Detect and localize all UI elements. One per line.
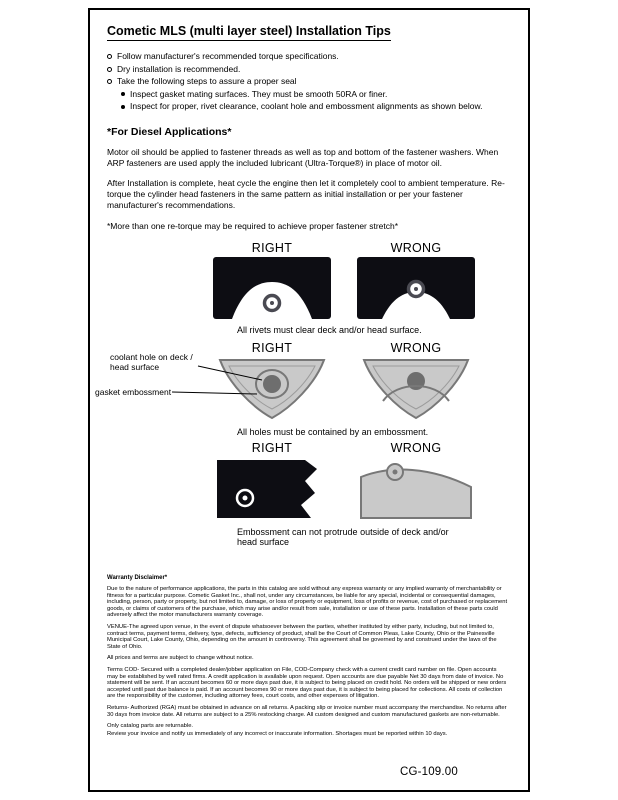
protrude-wrong-diagram	[357, 457, 475, 521]
warranty-paragraph: VENUE-The agreed upon venue, in the event of dispute whatsoever between the parties, whether instituted by either party, including, but not limited to, contract terms, payment terms, delivery, type, defects, sufficiency of product, shall be the Court of Common Pleas, Lake County, Ohio or the Painesville Municipal Court, Lake County, Ohio, depending on the amount in controversy. This agreement shall be governed by and construed under the laws of the State of Ohio.	[107, 624, 497, 650]
tip-text: Take the following steps to assure a proper seal	[117, 76, 297, 86]
right-label: RIGHT	[251, 240, 293, 255]
warranty-paragraph: Returns- Authorized (RGA) must be obtained in advance on all returns. A packing slip or invoice number must accompany the merchandise. No returns after 30 days from invoice date. All returns are subject to a 25% restocking charge. All custom designed and custom manufactured gaskets are non-returnable.	[107, 705, 507, 718]
bullet-icon	[107, 67, 112, 72]
protrude-wrong-panel	[357, 457, 475, 521]
page-code: CG-109.00	[399, 766, 458, 778]
tips-list	[107, 50, 512, 113]
right-label: RIGHT	[251, 340, 293, 355]
embossment-right-panel	[213, 357, 331, 421]
diesel-paragraph-2: After Installation is complete, heat cycle the engine then let it completely cool to ambient temperature. Re-torque the cylinder head fasteners in the same pattern as initial installation or per your fastener manufacturer's recommendations.	[107, 177, 505, 210]
protrude-right-panel	[213, 457, 331, 521]
warranty-paragraph: Due to the nature of performance applications, the parts in this catalog are sold without any express warranty or any implied warranty of merchantability or fitness for a particular purpose. Cometic Gasket Inc., shall not, under any circumstances, be liable for any special, incidental or consequential damages, including, person, party or property, but not limited to, damage, or loss of property or equipment, loss of profits or revenue, cost of purchased or replacement goods, or claims of customers of the purchase, which may arise and/or result from sale, installation or use of these parts. Installation of these parts could adversely affect the motor manufacturers warranty coverage.	[107, 586, 508, 619]
list-item	[107, 50, 512, 63]
protrude-caption: Embossment can not protrude outside of deck and/or head surface	[237, 526, 449, 547]
tip-text: Inspect gasket mating surfaces. They must be smooth 50RA or finer.	[130, 88, 388, 99]
rivet-right-diagram	[213, 257, 331, 319]
warranty-disclaimer	[90, 563, 528, 738]
bullet-icon	[107, 79, 112, 84]
tip-text: Follow manufacturer's recommended torque specifications.	[117, 51, 339, 61]
embossment-wrong-panel	[357, 357, 475, 421]
rivet-right-panel	[213, 257, 331, 319]
bullet-icon	[107, 54, 112, 59]
rivet-caption: All rivets must clear deck and/or head surface.	[237, 324, 422, 335]
right-label: RIGHT	[251, 440, 293, 455]
coolant-hole-annotation: coolant hole on deck / head surface	[110, 351, 193, 372]
embossment-caption: All holes must be contained by an embossment.	[237, 426, 429, 437]
warranty-paragraph: All prices and terms are subject to change without notice.	[107, 655, 254, 662]
page-title	[107, 22, 512, 41]
retorque-note: *More than one re-torque may be required to achieve proper fastener stretch*	[107, 220, 399, 231]
diagram-area	[90, 241, 528, 563]
wrong-label: WRONG	[390, 240, 442, 255]
embossment-wrong-diagram	[357, 357, 475, 421]
list-item	[107, 63, 512, 76]
bullet-icon	[121, 105, 125, 109]
embossment-right-diagram	[213, 357, 331, 421]
list-sub-item	[121, 100, 512, 113]
gasket-embossment-annotation: gasket embossment	[95, 386, 172, 397]
protrude-right-diagram	[213, 457, 331, 521]
diesel-heading: *For Diesel Applications*	[107, 125, 232, 138]
tip-text: Inspect for proper, rivet clearance, coolant hole and embossment alignments as shown below.	[130, 101, 483, 111]
warranty-paragraph: Review your invoice and notify us immediately of any incorrect or inaccurate information. Shortages must be reported within 10 days.	[107, 730, 448, 737]
wrong-label: WRONG	[390, 440, 442, 455]
diesel-paragraph-1: Motor oil should be applied to fastener threads as well as top and bottom of the fastener washers. When ARP fasteners are used apply the included lubricant (Ultra-Torque®) in place of motor oil.	[107, 146, 499, 168]
list-sub-item	[121, 88, 512, 101]
wrong-label: WRONG	[390, 340, 442, 355]
warranty-paragraph: Only catalog parts are returnable.	[107, 723, 194, 730]
list-item	[107, 75, 512, 88]
bullet-icon	[121, 92, 125, 96]
rivet-wrong-panel	[357, 257, 475, 319]
page-content	[90, 10, 528, 231]
page-title-text: Cometic MLS (multi layer steel) Installation Tips	[107, 24, 391, 41]
tip-text: Dry installation is recommended.	[117, 63, 241, 74]
warranty-paragraph: Terms COD- Secured with a completed dealer/jobber application on File, COD-Company check with a current credit card number on file. Open accounts may be established by well rated firms. A credit application is available upon request. Open accounts are due payable Net 30 days from date of invoice. No statement will be sent. If an account becomes 60 or more days past due, it is subject to being placed on credit hold. No orders will be shipped or new orders accepted until past due balance is paid. If an account becomes 90 or more days past due, it is subject to being placed for collections. All costs of collection are the responsibility of the customer, including attorney fees, court costs, and other expenses of litigation.	[107, 667, 507, 700]
warranty-heading: Warranty Disclaimer*	[107, 574, 168, 581]
rivet-wrong-diagram	[357, 257, 475, 319]
page-frame	[88, 8, 530, 792]
